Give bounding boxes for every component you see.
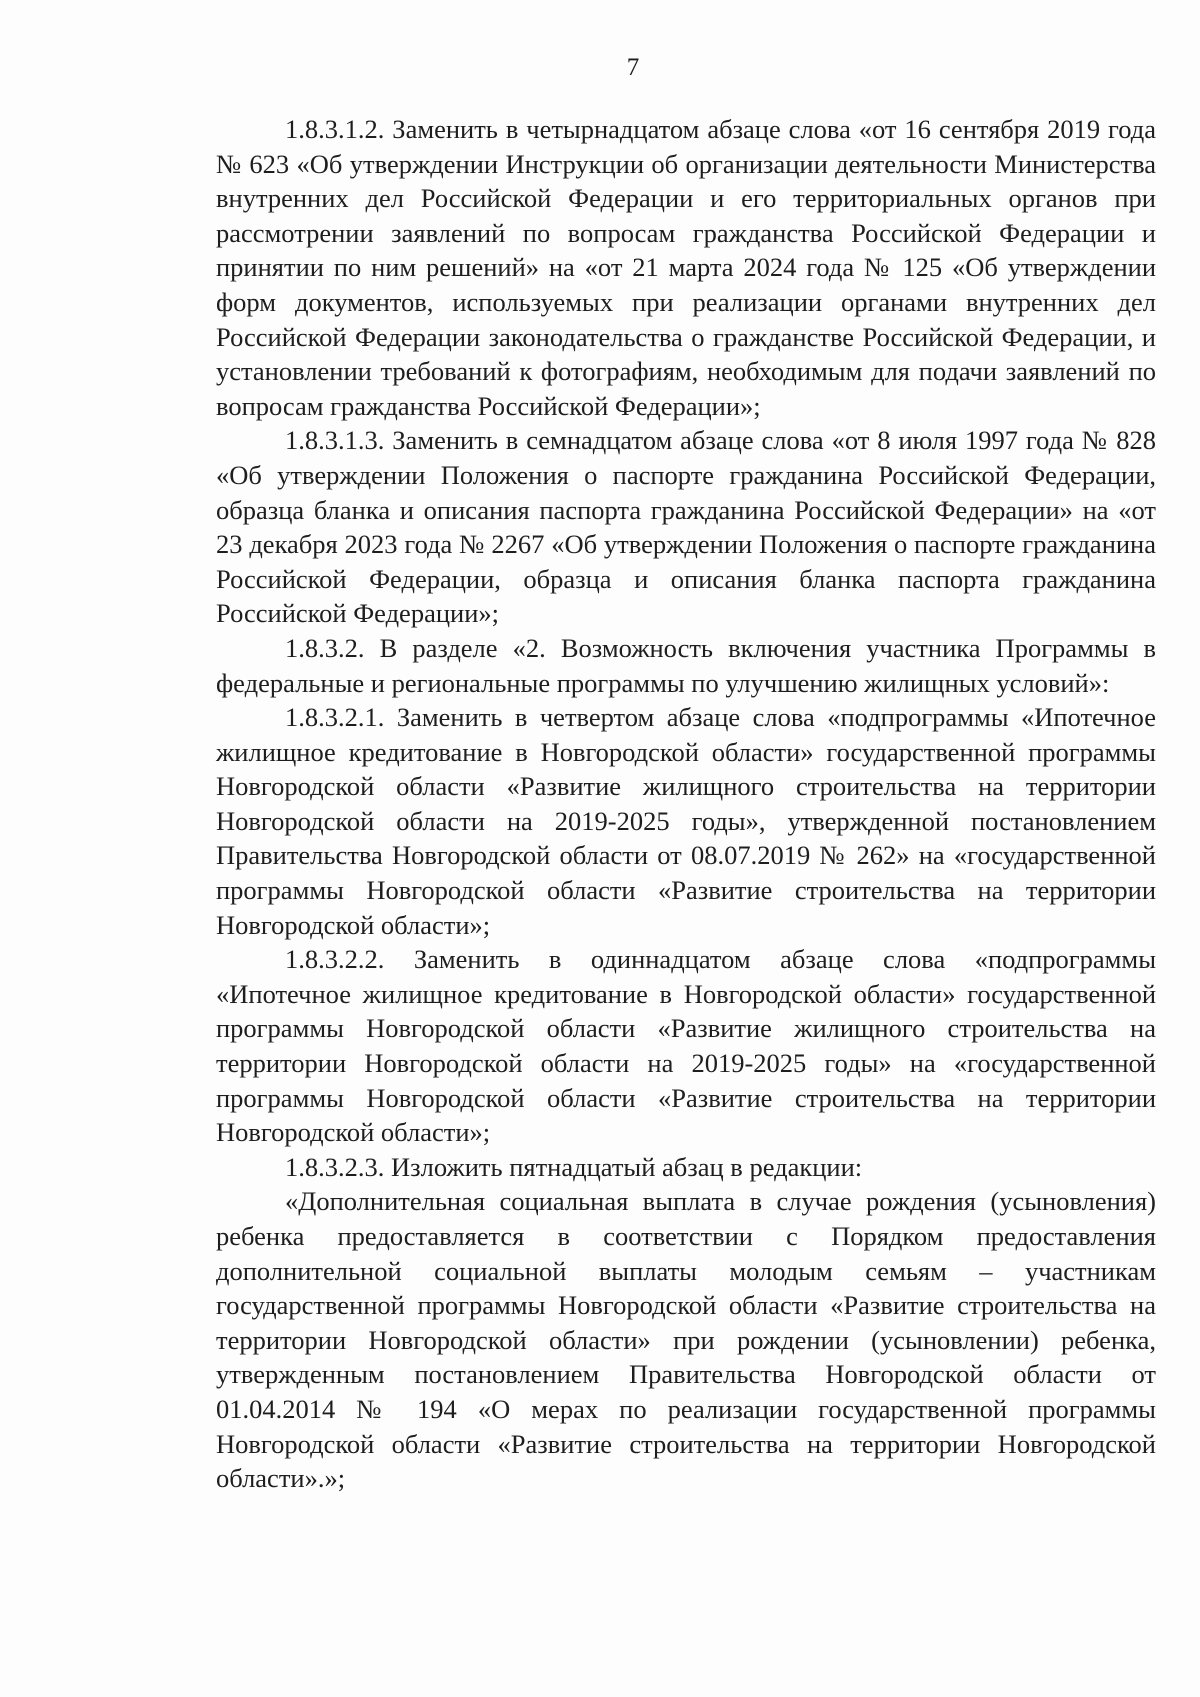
paragraph-1-8-3-1-3: 1.8.3.1.3. Заменить в семнадцатом абзаце слова «от 8 июля 1997 года № 828 «Об утверждении Положения о паспорте гражданина Российской Федерации, образца бланка и описания паспорта гражданина Российской Федерации» на «от 23 декабря 2023 года № 2267 «Об утверждении Положения о паспорте гражданина Российской Федерации, образца и описания бланка паспорта гражданина Российской Федерации»; [216, 425, 1156, 629]
document-body [216, 112, 1156, 1496]
paragraph-1-8-3-2-2: 1.8.3.2.2. Заменить в одиннадцатом абзаце слова «подпрограммы «Ипотечное жилищное кредитование в Новгородской области» государственной программы Новгородской области «Развитие жилищного строительства на территории Новгородской области на 2019-2025 годы» на «государственной программы Новгородской области «Развитие строительства на территории Новгородской области»; [216, 944, 1156, 1148]
paragraph-1-8-3-2: 1.8.3.2. В разделе «2. Возможность включения участника Программы в федеральные и региональные программы по улучшению жилищных условий»: [216, 632, 1156, 698]
paragraph-1-8-3-1-2: 1.8.3.1.2. Заменить в четырнадцатом абзаце слова «от 16 сентября 2019 года № 623 «Об утверждении Инструкции об организации деятельности Министерства внутренних дел Российской Федерации и его территориальных органов при рассмотрении заявлений по вопросам гражданства Российской Федерации и принятии по ним решений» на «от 21 марта 2024 года № 125 «Об утверждении форм документов, используемых при реализации органами внутренних дел Российской Федерации законодательства о гражданстве Российской Федерации, и установлении требований к фотографиям, необходимым для подачи заявлений по вопросам гражданства Российской Федерации»; [216, 114, 1156, 421]
quoted-paragraph: «Дополнительная социальная выплата в случае рождения (усыновления) ребенка предоставляется в соответствии с Порядком предоставления дополнительной социальной выплаты молодым семьям – участникам государственной программы Новгородской области «Развитие строительства на территории Новгородской области» при рождении (усыновлении) ребенка, утвержденным постановлением Правительства Новгородской области от 01.04.2014 № 194 «О мерах по реализации государственной программы Новгородской области «Развитие строительства на территории Новгородской области».»; [216, 1186, 1156, 1494]
page-number: 7 [626, 54, 640, 81]
paragraph-1-8-3-2-1: 1.8.3.2.1. Заменить в четвертом абзаце слова «подпрограммы «Ипотечное жилищное кредитование в Новгородской области» государственной программы Новгородской области «Развитие жилищного строительства на территории Новгородской области на 2019-2025 годы», утвержденной постановлением Правительства Новгородской области от 08.07.2019 № 262» на «государственной программы Новгородской области «Развитие строительства на территории Новгородской области»; [216, 702, 1156, 940]
paragraph-1-8-3-2-3: 1.8.3.2.3. Изложить пятнадцатый абзац в редакции: [285, 1151, 863, 1182]
